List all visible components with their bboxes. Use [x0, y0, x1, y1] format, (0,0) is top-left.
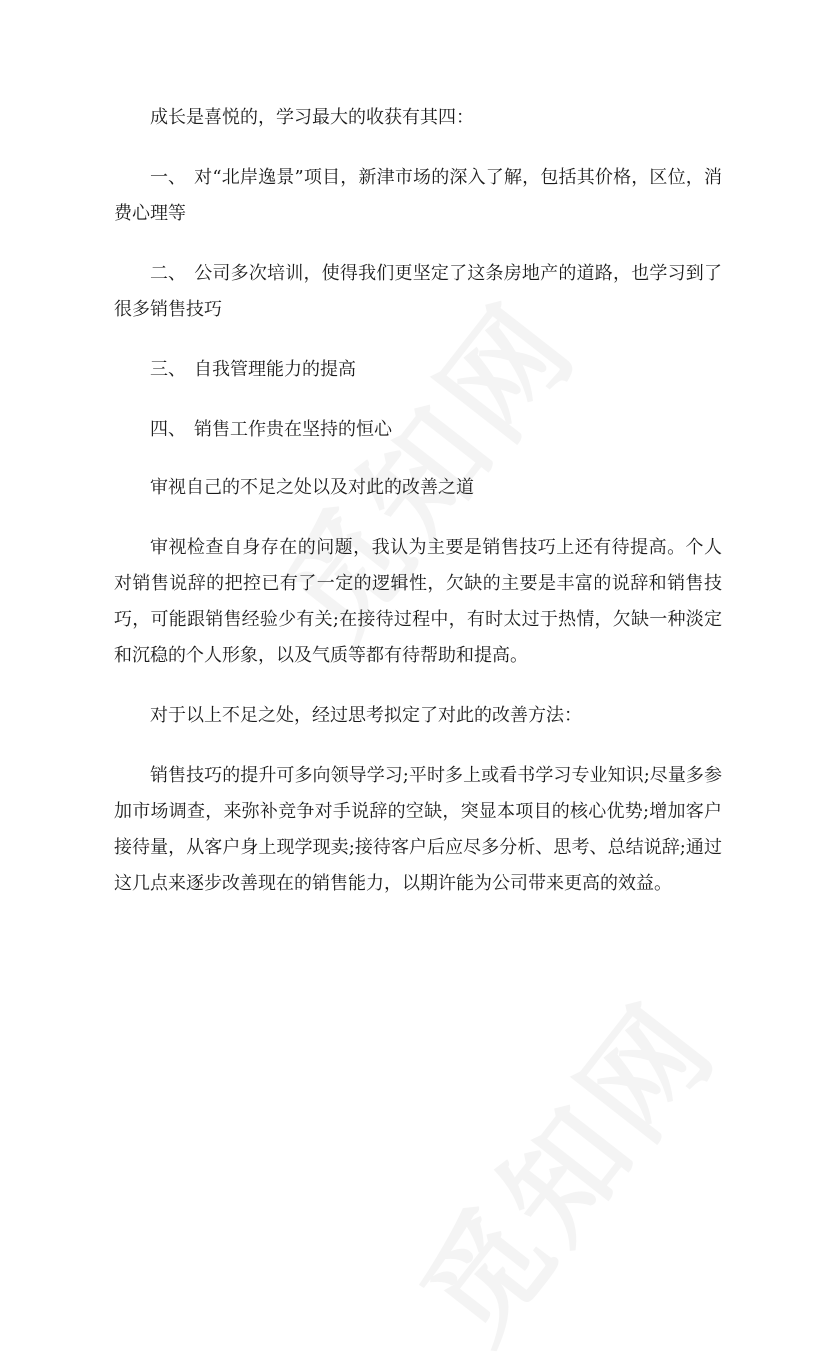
list-item-1: [114, 160, 722, 232]
section-heading: 审视自己的不足之处以及对此的改善之道: [150, 477, 474, 498]
list-item-text: 自我管理能力的提高: [194, 359, 356, 380]
list-item-text: 公司多次培训，使得我们更坚定了这条房地产的道路，也学习到了很多销售技巧: [114, 263, 722, 320]
review-paragraph: 审视检查自身存在的问题，我认为主要是销售技巧上还有待提高。个人对销售说辞的把控已有了一定的逻辑性，欠缺的主要是丰富的说辞和销售技巧，可能跟销售经验少有关;在接待过程中，有时太过于热情，欠缺一种淡定和沉稳的个人形象，以及气质等都有待帮助和提高。: [114, 537, 722, 666]
list-number: 三、: [150, 359, 186, 380]
list-item-text: 销售工作贵在坚持的恒心: [194, 419, 392, 440]
list-number: 一、: [150, 167, 186, 188]
list-number: 二、: [150, 263, 186, 284]
intro-paragraph: 成长是喜悦的，学习最大的收获有其四：: [150, 107, 474, 128]
list-item-2: [114, 256, 722, 328]
list-item-3: [114, 352, 722, 388]
methods-intro-paragraph: 对于以上不足之处，经过思考拟定了对此的改善方法：: [150, 705, 582, 726]
list-number: 四、: [150, 419, 186, 440]
list-item-4: [114, 412, 722, 448]
methods-paragraph: 销售技巧的提升可多向领导学习;平时多上或看书学习专业知识;尽量多参加市场调查，来弥补竞争对手说辞的空缺，突显本项目的核心优势;增加客户接待量，从客户身上现学现卖;接待客户后应尽多分析、思考、总结说辞;通过这几点来逐步改善现在的销售能力，以期许能为公司带来更高的效益。: [114, 765, 722, 894]
watermark: [376, 962, 748, 1370]
list-item-text: 对“北岸逸景”项目，新津市场的深入了解，包括其价格，区位，消费心理等: [114, 167, 722, 224]
document-body: [114, 100, 722, 926]
